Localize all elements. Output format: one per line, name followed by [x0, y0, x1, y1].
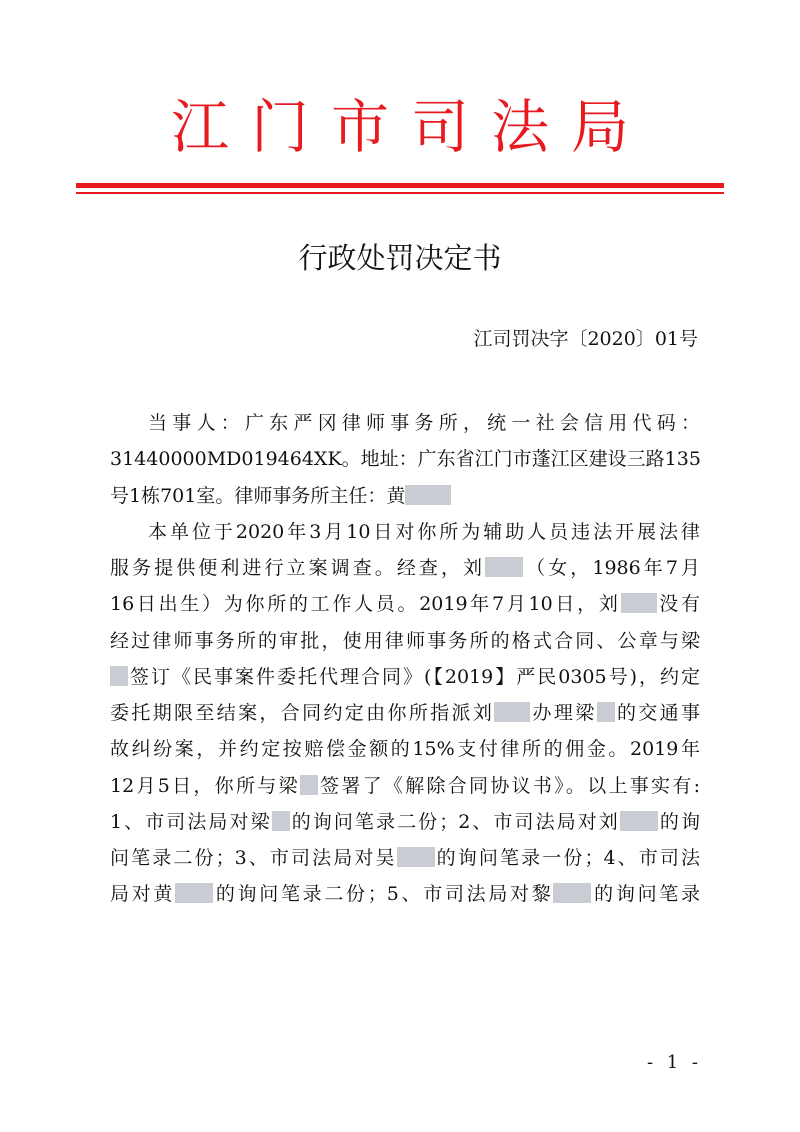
text-line: 签订《民事案件委托代理合同》(【2019】严民0305号)，约定: [110, 659, 700, 695]
text-line: 16日出生）为你所的工作人员。2019年7月10日，刘 没有: [110, 593, 700, 616]
document-body: [110, 405, 700, 913]
text-line: 服务提供便利进行立案调查。经查，刘 （女，1986年7月: [110, 557, 700, 579]
text-line: 问笔录二份；3、市司法局对吴 的询问笔录一份；4、市司法: [110, 847, 701, 869]
text-line: 号1栋701室。律师事务所主任：黄: [110, 478, 700, 514]
redaction: [175, 883, 213, 903]
redaction: [494, 702, 530, 722]
redaction: [300, 775, 318, 795]
text-line: 本单位于2020年3月10日对你所为辅助人员违法开展法律: [148, 520, 700, 543]
page-number: - 1 -: [646, 1052, 702, 1073]
redaction: [553, 883, 591, 903]
redaction: [272, 811, 290, 831]
redaction: [110, 666, 128, 686]
document-number: 江司罚决字〔2020〕01号: [473, 328, 698, 350]
redaction: [597, 702, 615, 722]
redaction: [405, 485, 451, 505]
document-title: 行政处罚决定书: [298, 241, 502, 275]
text-line: 故纠纷案，并约定按赔偿金额的15%支付律所的佣金。2019年: [110, 738, 700, 761]
text-line: 1、市司法局对梁 的询问笔录二份；2、市司法局对刘 的询: [110, 810, 700, 833]
redaction: [485, 557, 523, 577]
text-line: 当事人：广东严冈律师事务所，统一社会信用代码：: [148, 412, 700, 434]
redaction: [621, 593, 657, 613]
redaction: [620, 811, 658, 831]
text-line: 经过律师事务所的审批，使用律师事务所的格式合同、公章与梁: [110, 629, 700, 652]
text-line: 12月5日，你所与梁 签署了《解除合同协议书》。以上事实有:: [110, 774, 701, 797]
header-rule-thick: [76, 183, 724, 188]
redaction: [397, 847, 435, 867]
header-rule-thin: [76, 192, 724, 194]
agency-header: 江门市司法局: [170, 93, 651, 161]
text-line: 局对黄 的询问笔录二份；5、市司法局对黎 的询问笔录: [110, 883, 700, 906]
text-line: 31440000MD019464XK。地址：广东省江门市蓬江区建设三路135: [110, 448, 701, 471]
text-line: 委托期限至结案，合同约定由你所指派刘 办理梁 的交通事: [110, 702, 700, 724]
